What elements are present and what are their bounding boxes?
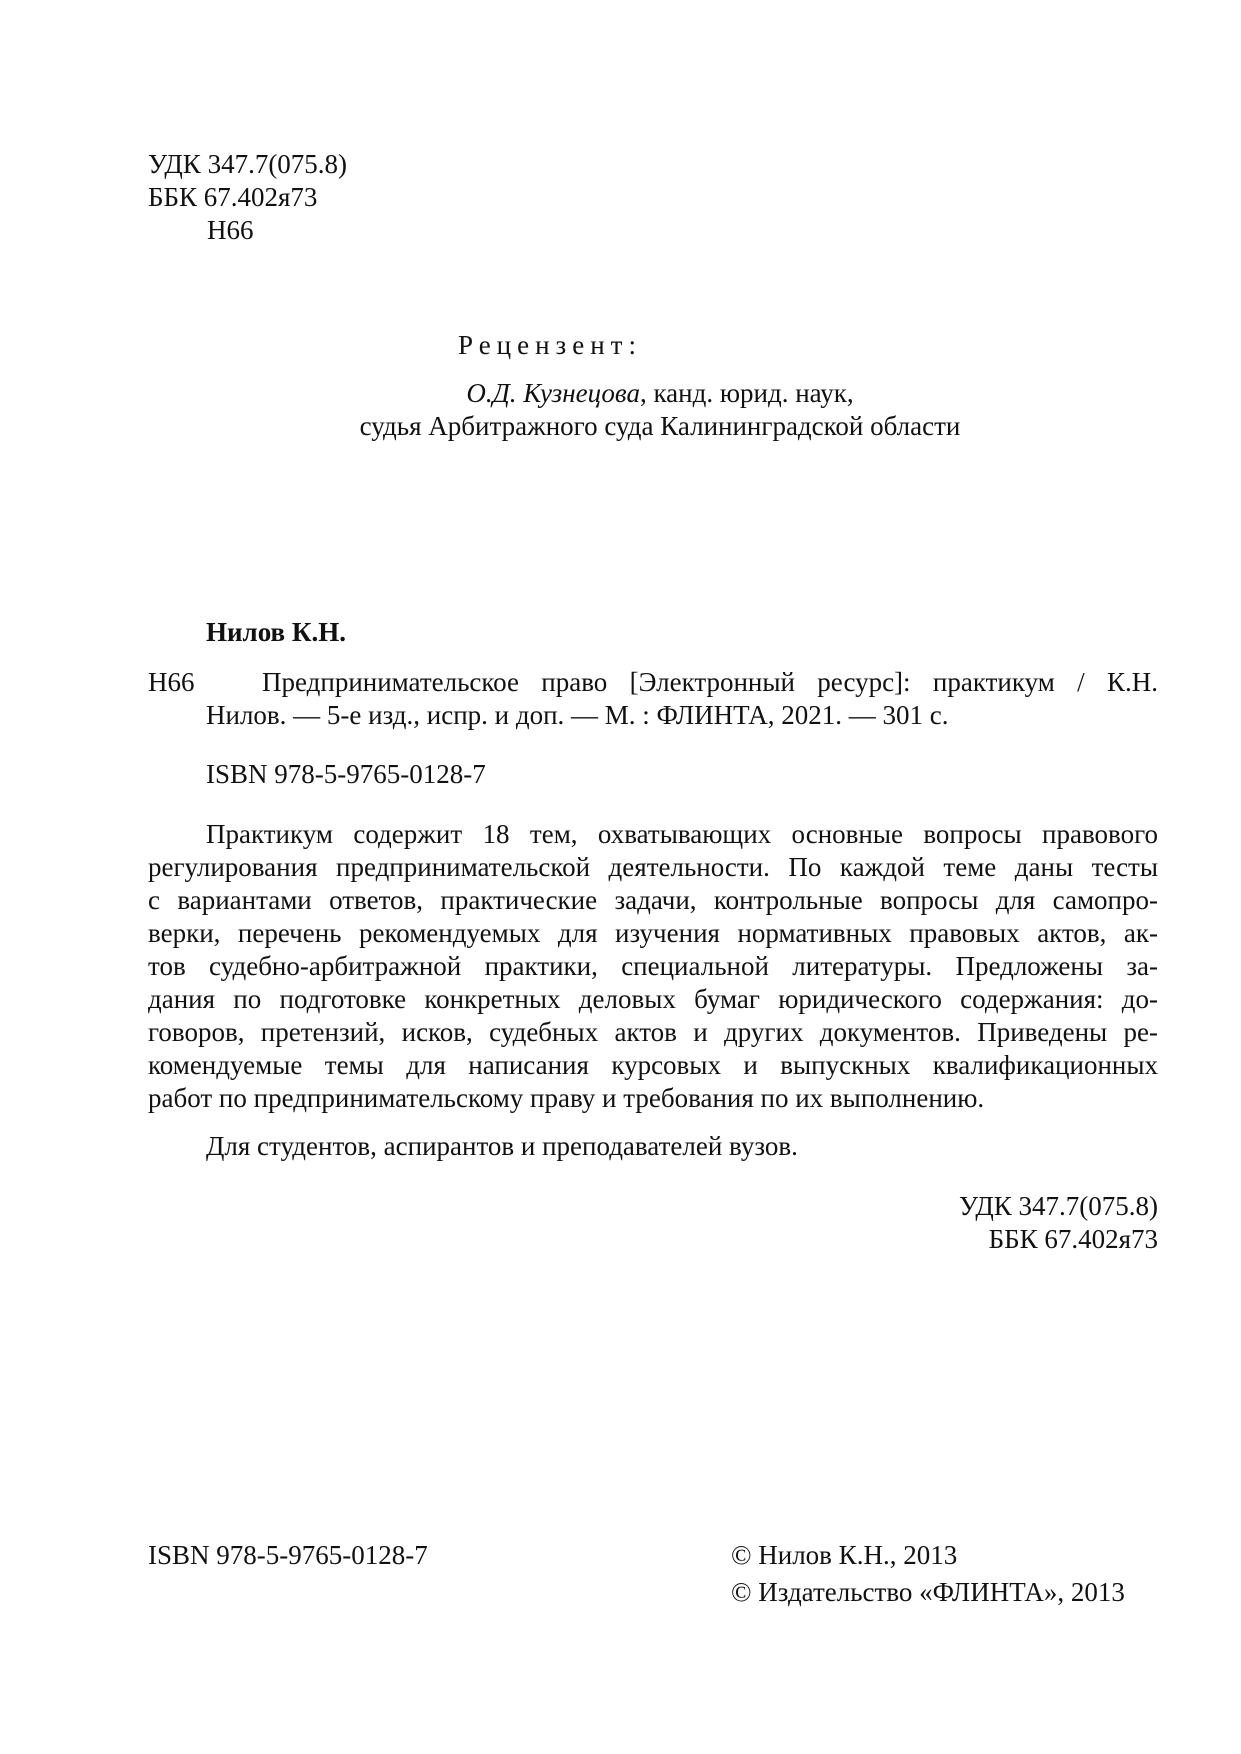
annotation-line: верки, перечень рекомендуемых для изучения нормативных правовых актов, ак- <box>148 918 1158 948</box>
annotation-line: регулирования предпринимательской деятельности. По каждой теме даны тесты <box>148 852 1158 882</box>
author-code-top: Н66 <box>207 215 254 245</box>
audience-note: Для студентов, аспирантов и преподавателей вузов. <box>206 1131 798 1161</box>
reviewer-name: О.Д. Кузнецова <box>466 378 640 408</box>
annotation-line: говоров, претензий, исков, судебных актов и других документов. Приведены ре- <box>148 1017 1158 1047</box>
copyright-publisher: © Издательство «ФЛИНТА», 2013 <box>731 1577 1125 1607</box>
reviewer-degree: , канд. юрид. наук, <box>639 378 854 408</box>
annotation-line: комендуемые темы для написания курсовых и выпускных квалификационных <box>148 1050 1158 1080</box>
bbk-bottom: ББК 67.402я73 <box>988 1224 1158 1254</box>
author-code: Н66 <box>148 667 195 697</box>
isbn-footer: ISBN 978-5-9765-0128-7 <box>148 1540 428 1570</box>
annotation-line: работ по предпринимательскому праву и требования по их выполнению. <box>148 1083 985 1113</box>
bibliographic-description-line2: Нилов. — 5-е изд., испр. и доп. — М. : ФЛИНТА, 2021. — 301 с. <box>206 700 949 730</box>
bibliographic-description-line1: Предпринимательское право [Электронный ресурс]: практикум / К.Н. <box>262 667 1158 697</box>
reviewer-position: судья Арбитражного суда Калининградской области <box>359 411 961 441</box>
udk-top: УДК 347.7(075.8) <box>148 149 348 179</box>
copyright-author: © Нилов К.Н., 2013 <box>731 1540 958 1570</box>
annotation-line: с вариантами ответов, практические задачи, контрольные вопросы для самопро- <box>148 885 1158 915</box>
bbk-top: ББК 67.402я73 <box>148 182 318 212</box>
udk-bottom: УДК 347.7(075.8) <box>958 1191 1158 1221</box>
annotation-line: дания по подготовке конкретных деловых бумаг юридического содержания: до- <box>148 984 1158 1014</box>
annotation-line: Практикум содержит 18 тем, охватывающих основные вопросы правового <box>206 819 1158 849</box>
author-heading: Нилов К.Н. <box>206 617 346 647</box>
isbn: ISBN 978-5-9765-0128-7 <box>206 759 486 789</box>
annotation-line: тов судебно-арбитражной практики, специальной литературы. Предложены за- <box>148 951 1158 981</box>
reviewer-label: Рецензент: <box>458 330 642 360</box>
reviewer-name-line <box>0 377 1241 410</box>
annotation-paragraph <box>148 818 1158 1115</box>
